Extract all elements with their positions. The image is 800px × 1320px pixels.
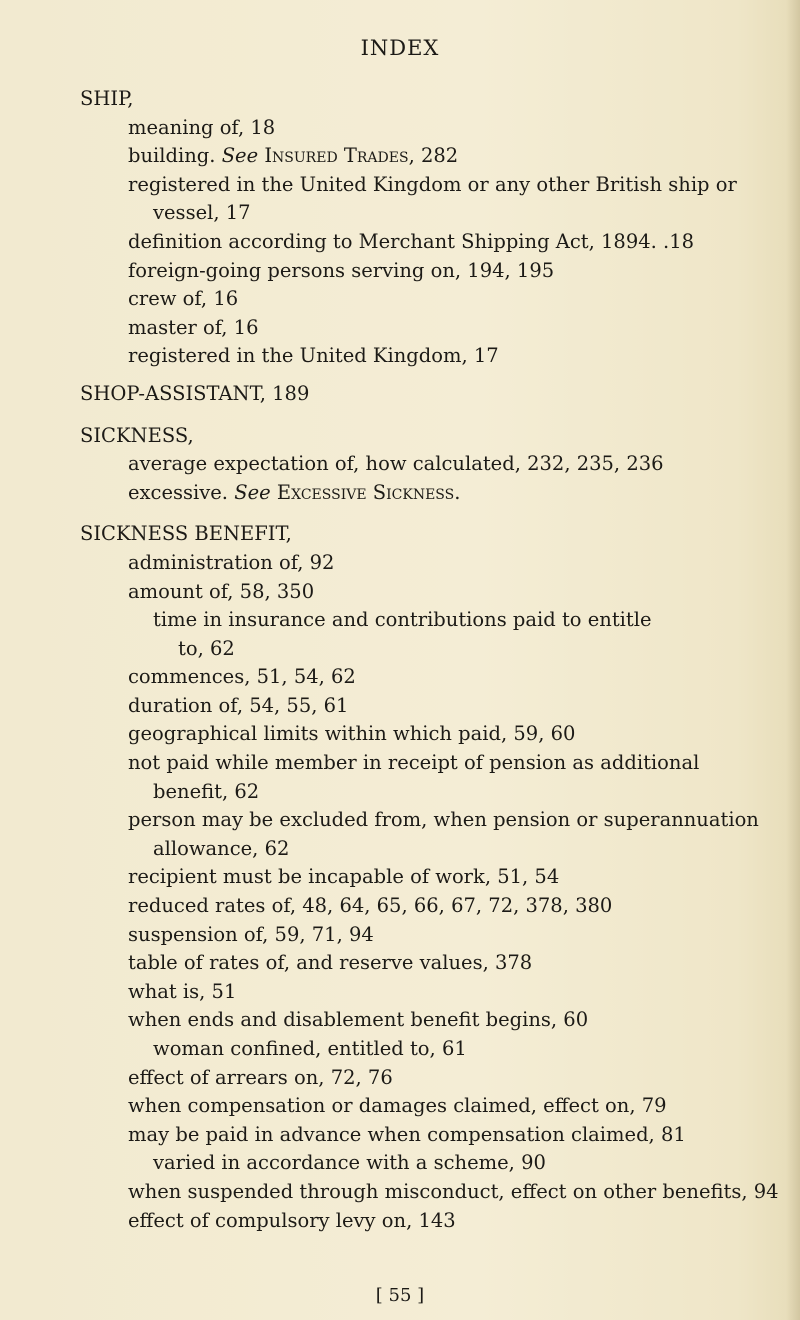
- sub-subentry: woman confined, entitled to, 61: [153, 1037, 467, 1060]
- subentry: what is, 51: [128, 979, 237, 1003]
- page-header: [0, 36, 800, 60]
- sub-subentry: varied in accordance with a scheme, 90: [153, 1151, 546, 1175]
- subentry: geographical limits within which paid, 59, 60: [128, 722, 576, 746]
- entry-heading-ship: SHIP,: [80, 87, 134, 110]
- subentry: table of rates of, and reserve values, 378: [128, 951, 533, 975]
- subentry-text: building.: [128, 144, 216, 168]
- subentry: meaning of, 18: [128, 115, 276, 139]
- header-title: INDEX: [360, 36, 440, 60]
- subentry: when ends and disablement benefit begins, 60: [128, 1008, 589, 1032]
- cross-reference-target: Insured Trades, 282: [264, 144, 459, 168]
- subentry: average expectation of, how calculated, 232, 235, 236: [128, 452, 664, 476]
- index-content: [60, 85, 780, 1235]
- subentry-cross-reference: [128, 479, 780, 508]
- subentry: definition according to Merchant Shipping Act, 1894. .18: [128, 229, 695, 253]
- subentry: not paid while member in receipt of pension as additional: [128, 751, 700, 775]
- subentry: foreign-going persons serving on, 194, 195: [128, 258, 555, 282]
- page-edge-shadow: [786, 0, 800, 1320]
- subentry: may be paid in advance when compensation claimed, 81: [128, 1122, 686, 1146]
- subentry: effect of compulsory levy on, 143: [128, 1208, 456, 1232]
- subentry: commences, 51, 54, 62: [128, 665, 356, 689]
- subentry: duration of, 54, 55, 61: [128, 693, 349, 717]
- entry-heading-sickness: SICKNESS,: [80, 423, 194, 447]
- subentry: person may be excluded from, when pension or superannuation: [128, 808, 759, 832]
- subentry-continuation: vessel, 17: [153, 201, 251, 225]
- page-number: [ 55 ]: [375, 1285, 425, 1306]
- subentry: registered in the United Kingdom, 17: [128, 344, 499, 368]
- entry-heading-shop-assistant: SHOP-ASSISTANT, 189: [80, 381, 310, 405]
- subentry: administration of, 92: [128, 550, 335, 574]
- see-reference: See: [221, 144, 259, 168]
- subentry-text: registered in the United Kingdom or any other British ship or: [128, 172, 737, 196]
- subentry: amount of, 58, 350: [128, 579, 315, 603]
- subentry-continuation: benefit, 62: [153, 779, 260, 803]
- subentry: effect of arrears on, 72, 76: [128, 1065, 393, 1089]
- subentry: crew of, 16: [128, 287, 239, 311]
- entry-heading-sickness-benefit: SICKNESS BENEFIT,: [80, 522, 292, 546]
- sub-subentry-continuation: to, 62: [178, 636, 235, 660]
- see-reference: See: [234, 480, 271, 504]
- subentry: recipient must be incapable of work, 51, 54: [128, 865, 560, 889]
- subentry-continuation: allowance, 62: [153, 836, 290, 860]
- subentry: [128, 171, 780, 200]
- subentry: when compensation or damages claimed, effect on, 79: [128, 1094, 667, 1118]
- subentry: suspension of, 59, 71, 94: [128, 922, 374, 946]
- subentry: master of, 16: [128, 315, 259, 339]
- subentry-text: excessive.: [128, 480, 229, 504]
- subentry: reduced rates of, 48, 64, 65, 66, 67, 72, 378, 380: [128, 894, 613, 918]
- sub-subentry: time in insurance and contributions paid to entitle: [153, 608, 652, 632]
- subentry-cross-reference: [128, 142, 780, 171]
- cross-reference-target: Excessive Sickness.: [276, 480, 461, 504]
- subentry: when suspended through misconduct, effect on other benefits, 94: [128, 1179, 779, 1203]
